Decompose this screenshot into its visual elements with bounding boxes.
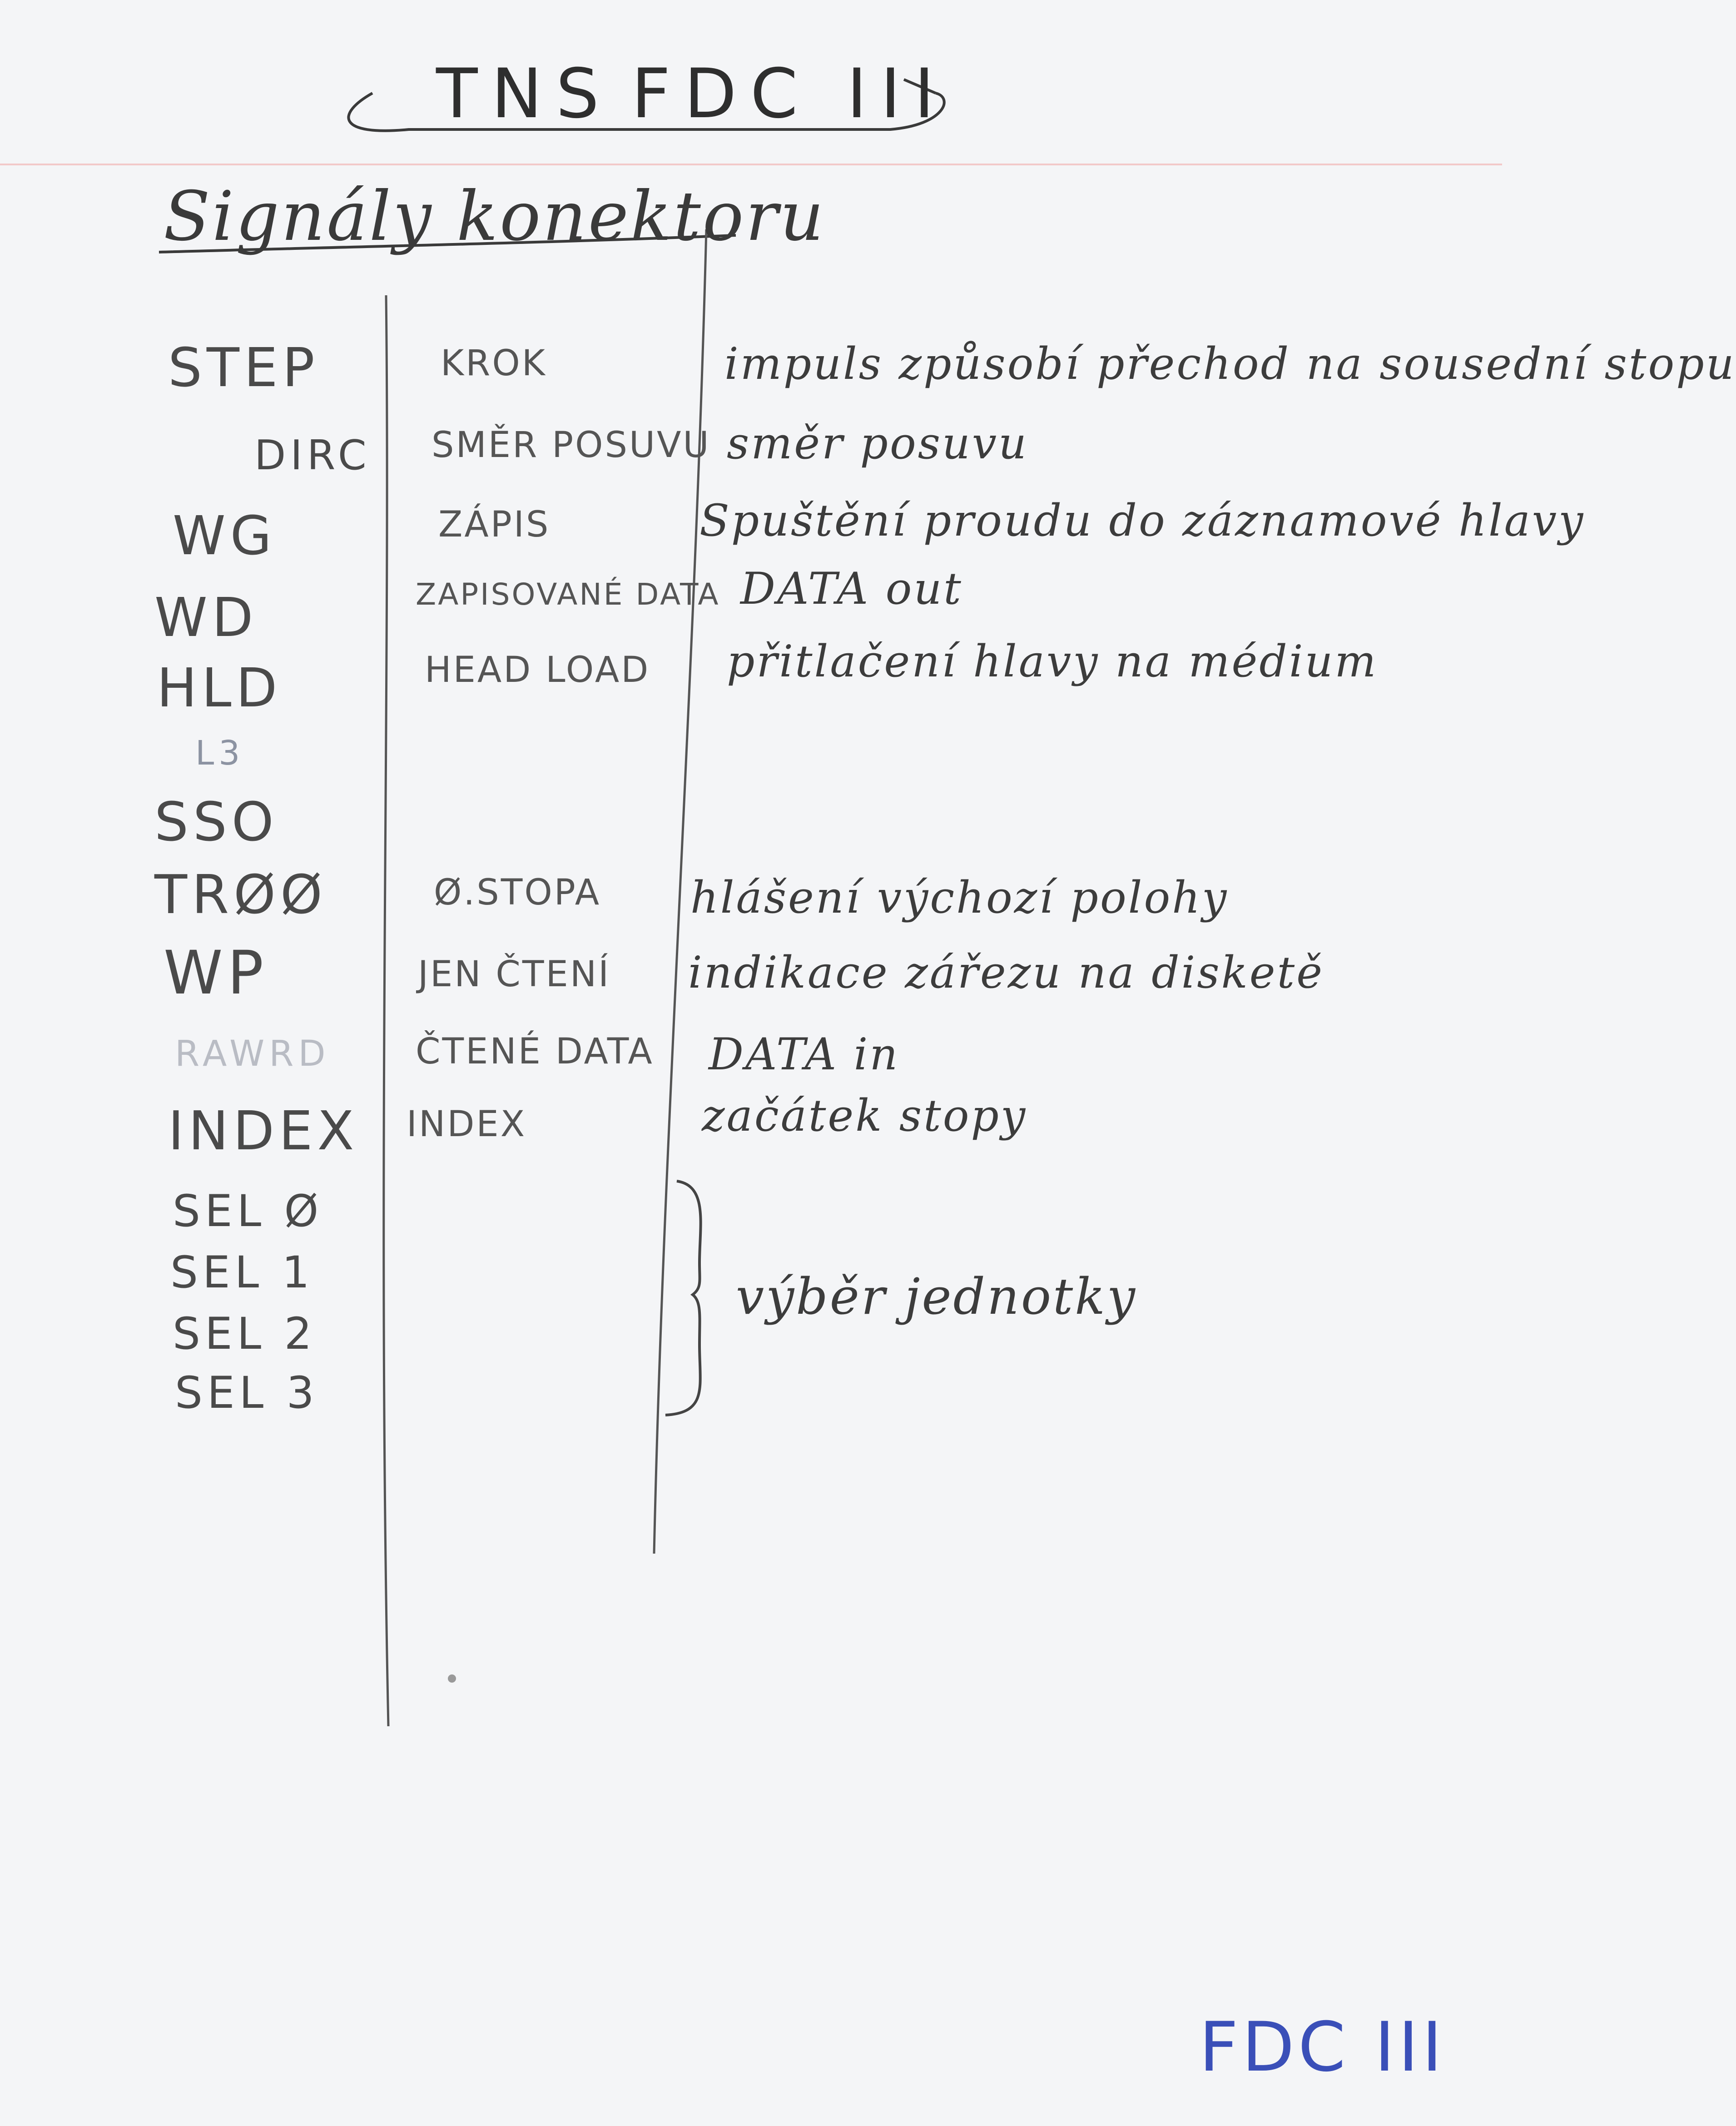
signal-description: hlášení výchozí polohy — [690, 872, 1229, 923]
select-line: SEL Ø — [173, 1186, 323, 1237]
signal-name: HLD — [157, 656, 282, 719]
signal-description: začátek stopy — [702, 1090, 1027, 1141]
select-line: SEL 3 — [175, 1367, 319, 1418]
signal-description: impuls způsobí přechod na sousední stopu — [724, 338, 1736, 389]
signal-czech: HEAD LOAD — [425, 650, 650, 690]
signal-name: WP — [164, 938, 268, 1008]
signal-name: RAWRD — [175, 1033, 330, 1074]
signal-czech: SMĚR POSUVU — [432, 425, 711, 466]
signal-czech: KROK — [441, 343, 547, 384]
signal-description: DATA out — [740, 563, 963, 614]
select-brace — [665, 1181, 701, 1415]
title-left: TNS — [436, 55, 613, 134]
signal-czech: INDEX — [407, 1104, 527, 1145]
signal-description: směr posuvu — [727, 418, 1028, 469]
signal-description: indikace zářezu na disketě — [688, 947, 1324, 998]
signal-czech: ZAPISOVANÉ DATA — [416, 577, 720, 612]
signal-czech: ČTENÉ DATA — [416, 1031, 654, 1072]
signal-name: SSO — [154, 790, 278, 853]
signal-name: L3 — [195, 734, 245, 773]
select-line: SEL 1 — [170, 1247, 314, 1298]
signal-czech: JEN ČTENÍ — [418, 954, 611, 995]
signal-name: DIRC — [254, 432, 371, 479]
column-divider-left — [384, 295, 388, 1726]
signal-czech: ZÁPIS — [438, 504, 551, 545]
signal-name: TRØØ — [154, 863, 327, 926]
signal-description: DATA in — [709, 1029, 900, 1080]
signal-name: WD — [154, 586, 258, 649]
select-line: SEL 2 — [173, 1308, 317, 1359]
signal-description: Spuštění proudu do záznamové hlavy — [699, 495, 1585, 546]
signal-czech: Ø.STOPA — [434, 872, 601, 913]
signal-description: přitlačení hlavy na médium — [727, 636, 1378, 687]
title-right: FDC III — [631, 55, 948, 134]
signal-name: INDEX — [168, 1099, 359, 1162]
signal-name: STEP — [168, 336, 319, 399]
select-description: výběr jednotky — [736, 1267, 1137, 1326]
signal-name: WG — [173, 504, 277, 567]
page-heading: Signály konektoru — [164, 177, 826, 256]
footer-mark: FDC III — [1199, 2008, 1446, 2087]
